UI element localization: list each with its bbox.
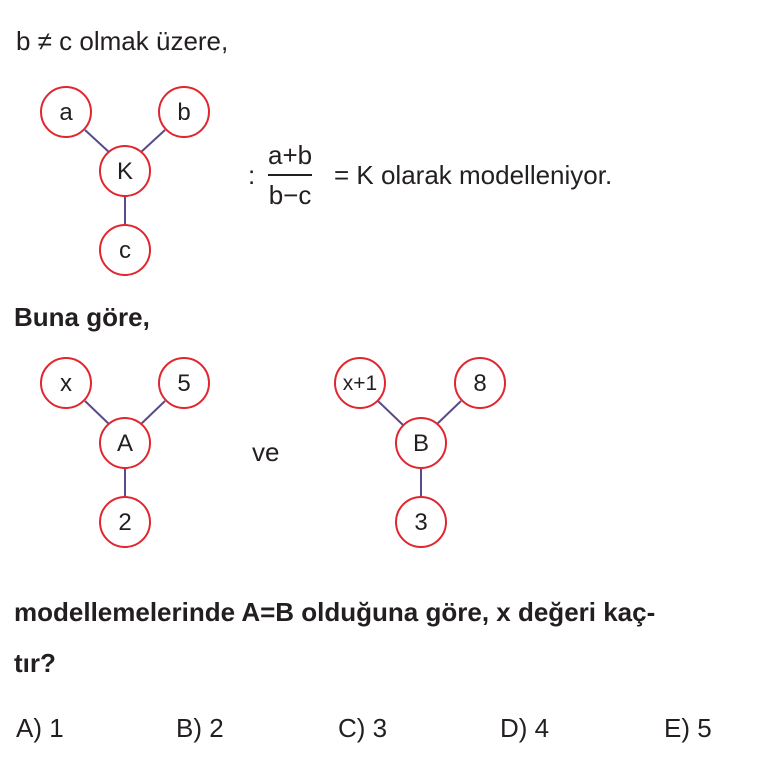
node-label-3: 3 — [414, 509, 428, 536]
option-c[interactable]: C) 3 — [338, 713, 388, 743]
edge-a-k — [85, 130, 110, 153]
question-line-2: tır? — [14, 648, 56, 678]
model-b-tree — [335, 358, 505, 547]
model-a-tree — [41, 358, 209, 547]
fraction-numerator: a+b — [268, 140, 313, 170]
node-label-a: a — [59, 99, 73, 126]
edge-x1-b — [378, 401, 403, 425]
fraction-denominator: b−c — [268, 180, 312, 210]
node-label-k: K — [116, 158, 134, 185]
prompt-text: Buna göre, — [14, 302, 150, 332]
option-a[interactable]: A) 1 — [16, 713, 64, 743]
connector-text: ve — [252, 437, 280, 467]
node-label-x: x — [60, 370, 72, 397]
option-d[interactable]: D) 4 — [500, 713, 550, 743]
edge-8-b — [436, 401, 461, 425]
intro-text: b ≠ c olmak üzere, — [16, 26, 229, 56]
fraction-bar — [268, 174, 312, 176]
node-label-2: 2 — [118, 509, 132, 536]
definition-colon: : — [248, 160, 256, 190]
node-label-x-plus-1: x+1 — [342, 372, 378, 395]
definition-rest: = K olarak modelleniyor. — [334, 160, 613, 190]
node-label-8: 8 — [473, 370, 487, 397]
definition-tree — [41, 87, 209, 275]
definition-fraction — [268, 140, 312, 211]
node-label-c: c — [119, 237, 131, 264]
question-line-1: modellemelerinde A=B olduğuna göre, x değeri kaç- — [14, 597, 656, 627]
option-b[interactable]: B) 2 — [176, 713, 224, 743]
edge-b-k — [140, 130, 165, 153]
edge-5-a — [140, 401, 165, 425]
edge-x-a — [85, 401, 110, 425]
option-e[interactable]: E) 5 — [664, 713, 712, 743]
node-label-5: 5 — [177, 370, 191, 397]
node-label-b-center: B — [412, 430, 430, 457]
node-label-b: b — [177, 99, 191, 126]
node-label-a-center: A — [116, 430, 134, 457]
